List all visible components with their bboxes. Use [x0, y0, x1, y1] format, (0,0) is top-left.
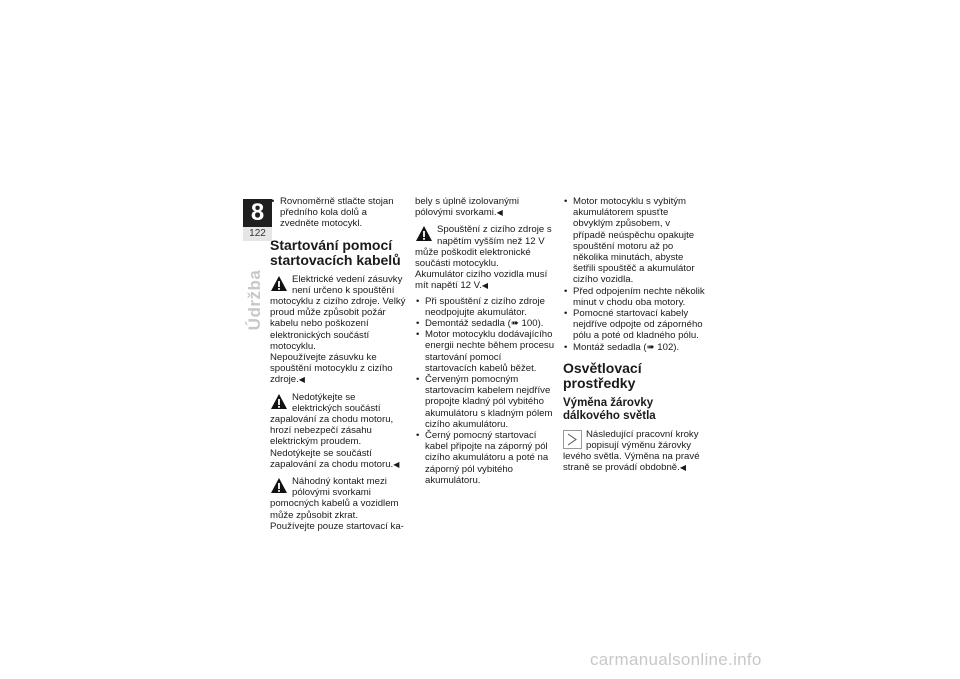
- column-2: [415, 196, 555, 486]
- list-item: • Rovnoměrně stlačte stojan předního kola dolů a zvedněte motocykl.: [270, 196, 407, 230]
- warning-text: Elektrické vedení zásuvky není určeno k spouštění motocyklu z cizího zdroje. Velký proud může způsobit požár kabelu nebo poškození elektronických součástí motocyklu.: [270, 273, 406, 352]
- section-label: Údržba: [245, 269, 264, 331]
- list-item: • Motor motocyklu dodávajícího energii nechte během procesu startování pomocí startovacích kabelů běžet.: [415, 329, 555, 374]
- column-3: [563, 196, 705, 474]
- heading-lighting: Osvětlovací prostředky: [563, 359, 642, 391]
- paragraph: bely s úplně izolovanými pólovými svorkami.: [415, 196, 519, 219]
- list-item: • Před odpojením nechte několik minut v chodu oba motory.: [563, 286, 705, 308]
- watermark: carmanualsonline.info: [590, 650, 762, 669]
- warning-triangle-icon: [270, 393, 288, 410]
- list-item: • Černý pomocný startovací kabel připojte na záporný pól cizího akumulátoru a poté na záporný pól vybitého akumulátoru.: [415, 430, 555, 486]
- list-item: • Motor motocyklu s vybitým akumulátorem spusťte obvyklým způsobem, v případě neúspěchu opakujte spouštění motoru až po několika minutách, abyste šetřili spouštěč a akumulátor cizího vozidla.: [563, 196, 705, 286]
- warning-triangle-icon: [270, 477, 288, 494]
- list-item: • Montáž sedadla (➠ 102).: [563, 342, 705, 353]
- end-mark-icon: ◀: [393, 459, 400, 469]
- heading-jump-start: Startování pomocí startovacích kabelů: [270, 236, 401, 268]
- list-item: • Pomocné startovací kabely nejdříve odpojte od záporného pólu a poté od kladného pólu.: [563, 308, 705, 342]
- warning-text: Nedotýkejte se elektrických součástí zapalování za chodu motoru, hrozí nebezpečí zásahu elektrickým proudem.: [270, 391, 394, 448]
- warning-text: Náhodný kontakt mezi pólovými svorkami pomocných kabelů a vozidlem může způsobit zkrat.: [270, 476, 399, 521]
- warning-action: Nedotýkejte se součástí zapalování za chodu motoru.: [270, 447, 394, 470]
- warning-triangle-icon: [270, 275, 288, 292]
- warning-action: Používejte pouze startovací ka-: [270, 520, 404, 532]
- warning-notice: [270, 392, 407, 470]
- chapter-number: 8: [243, 199, 272, 227]
- end-mark-icon: ◀: [679, 463, 686, 473]
- end-mark-icon: ◀: [481, 281, 489, 291]
- warning-notice: [270, 274, 407, 386]
- warning-action: Akumulátor cizího vozidla musí mít napětí 12 V.: [415, 269, 548, 292]
- note-text: Následující pracovní kroky popisují výměnu žárovky levého světla. Výměna na pravé straně se provádí obdobně.: [563, 428, 700, 474]
- warning-notice: [415, 224, 555, 291]
- list-item: • Demontáž sedadla (➠ 100).: [415, 318, 555, 329]
- warning-text: Spouštění z cizího zdroje s napětím vyšším než 12 V může poškodit elektronické součásti motocyklu.: [415, 224, 552, 270]
- list-item: • Červeným pomocným startovacím kabelem nejdříve propojte kladný pól vybitého akumulátoru s kladným pólem cizího akumulátoru.: [415, 374, 555, 430]
- end-mark-icon: ◀: [298, 375, 305, 385]
- end-mark-icon: ◀: [496, 208, 503, 218]
- note-notice: [563, 429, 705, 474]
- note-triangle-icon: [563, 430, 582, 449]
- warning-notice: [270, 476, 407, 532]
- page-number: 122: [243, 227, 272, 241]
- list-item: • Při spouštění z cizího zdroje neodpojujte akumulátor.: [415, 296, 555, 318]
- column-1: [270, 196, 407, 532]
- subheading-high-beam: Výměna žárovky dálkového světla: [563, 396, 656, 422]
- warning-triangle-icon: [415, 225, 433, 242]
- warning-action: Nepoužívejte zásuvku ke spouštění motocyklu z cizího zdroje.: [270, 352, 393, 386]
